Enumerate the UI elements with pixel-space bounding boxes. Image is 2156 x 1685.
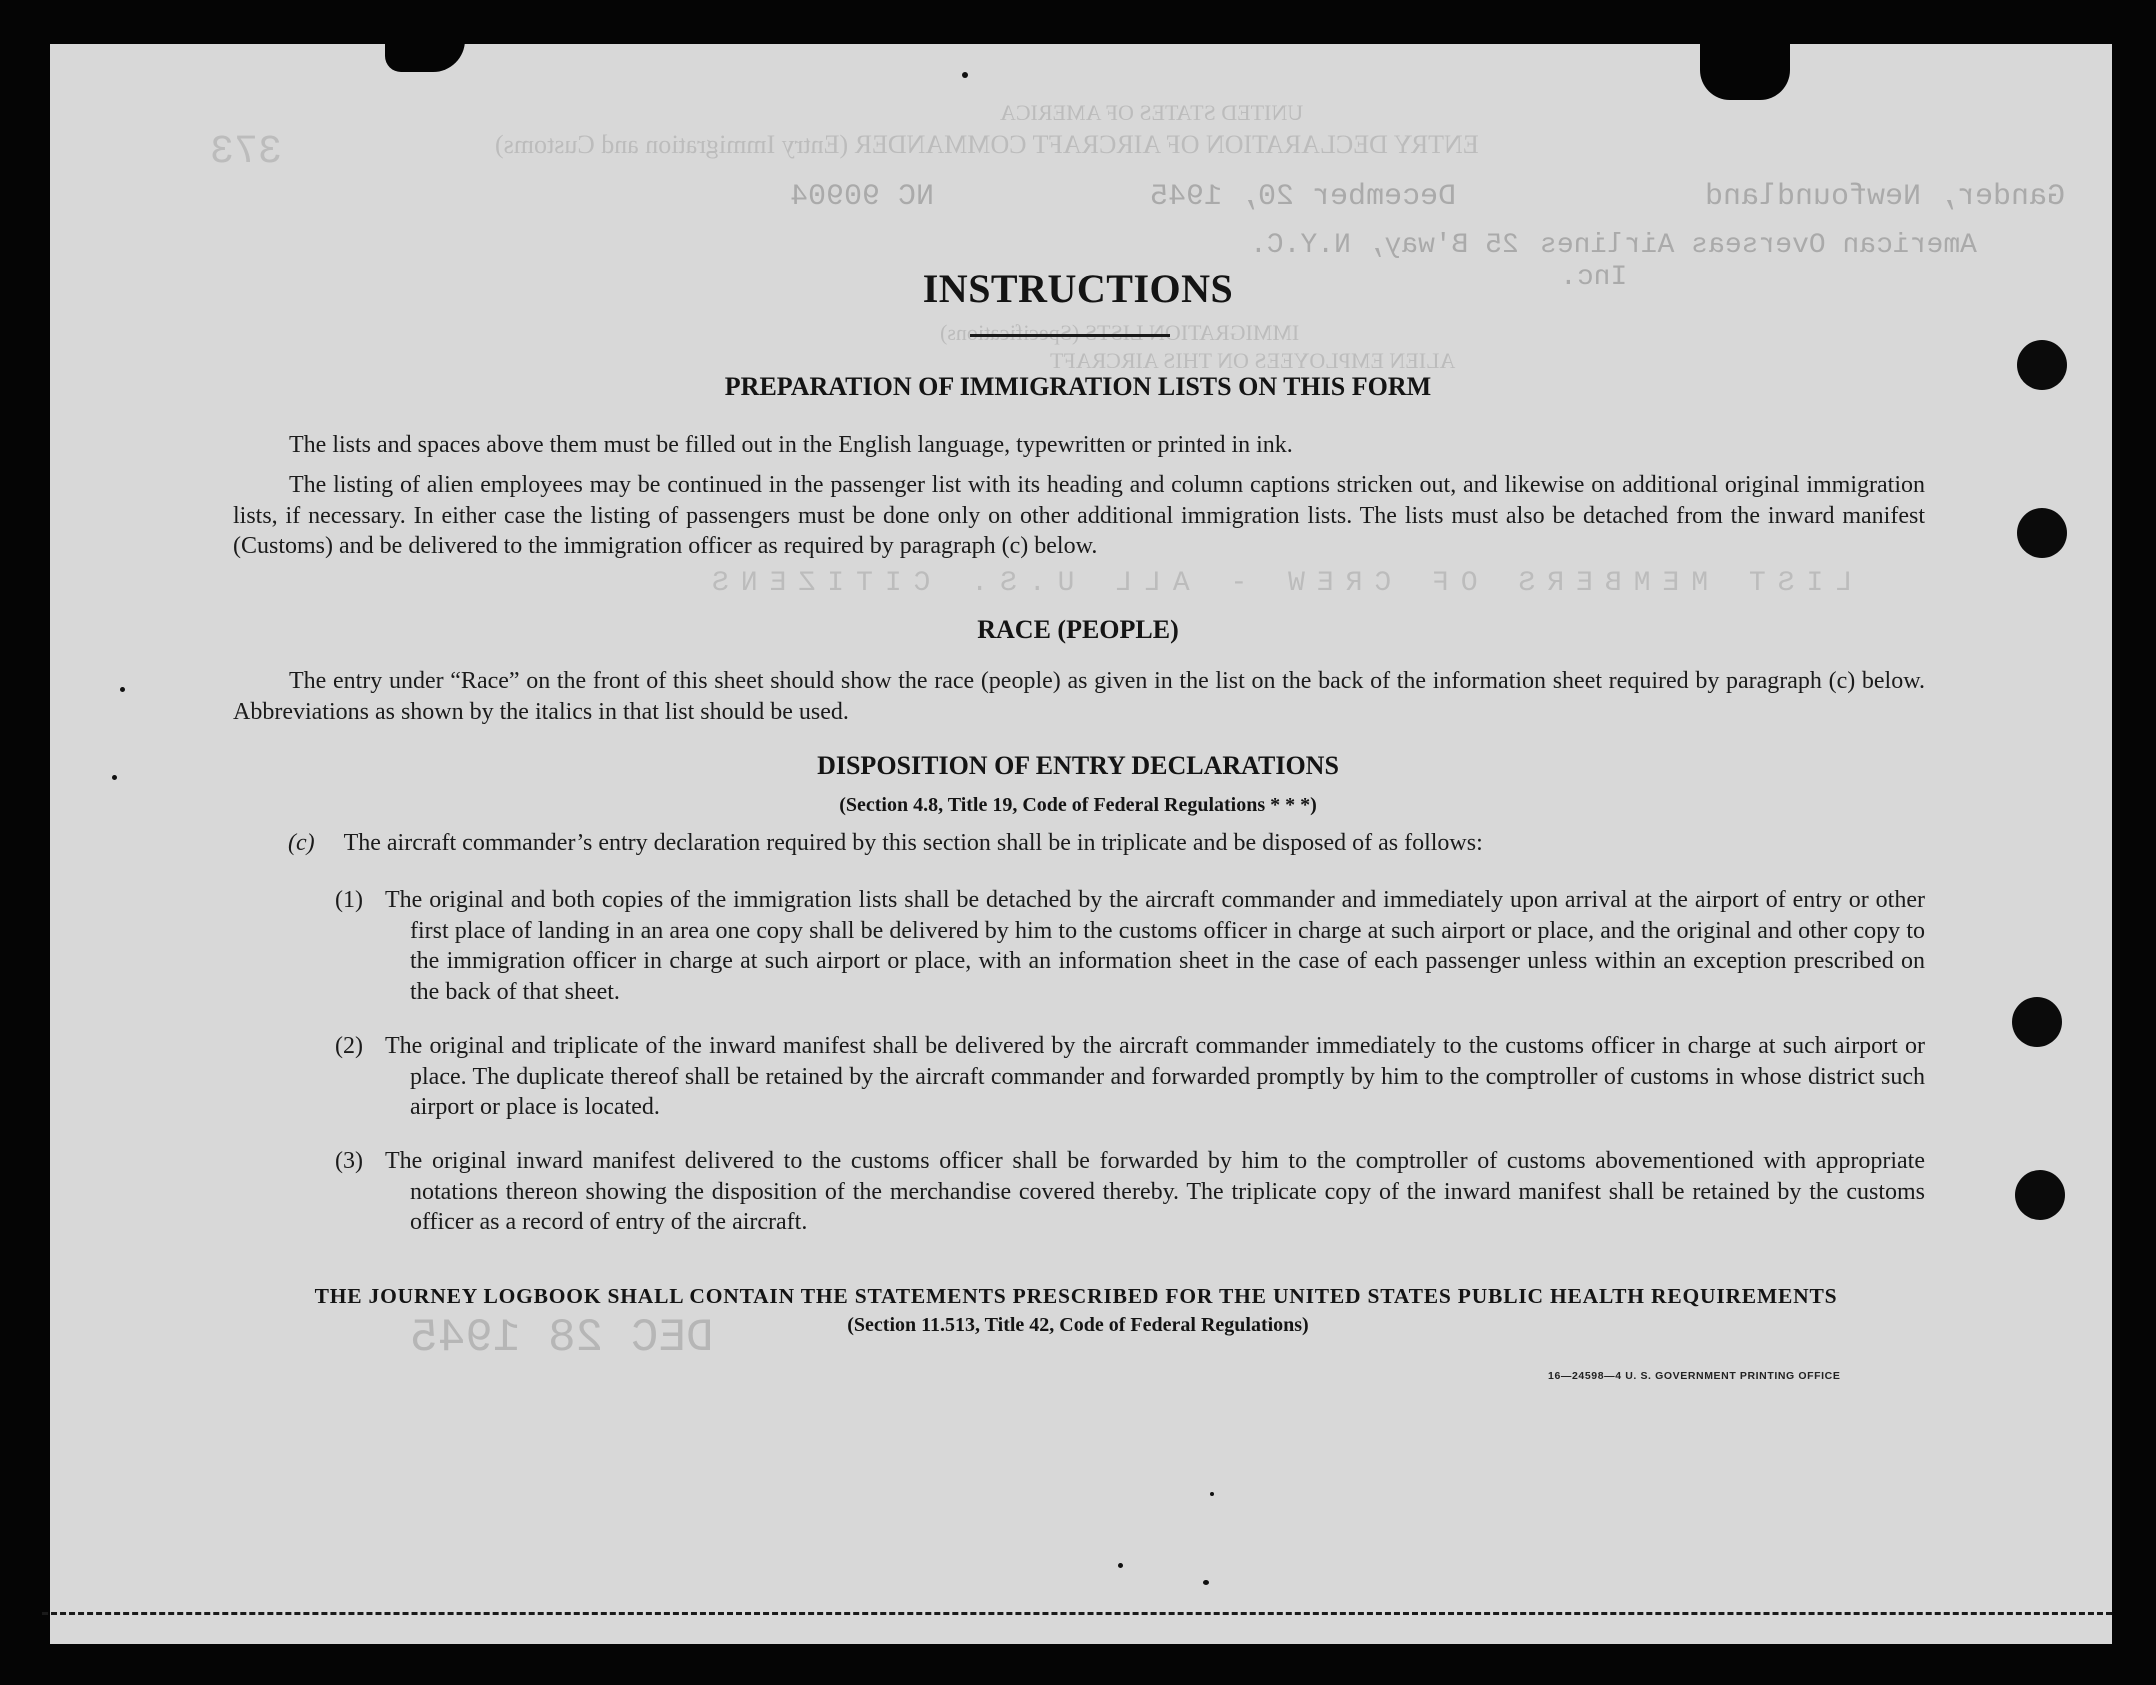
public-health-notice: THE JOURNEY LOGBOOK SHALL CONTAIN THE STATEMENTS PRESCRIBED FOR THE UNITED STATES PUBLIC HEALTH REQUIREMENTS [314, 1284, 1838, 1308]
speck [962, 72, 968, 78]
speck [1210, 1492, 1214, 1496]
disposition-c [288, 830, 1938, 857]
public-health-citation: (Section 11.513, Title 42, Code of Federal Regulations) [847, 1314, 1309, 1336]
ghost-line-3: Gander, Newfoundland [1705, 180, 2066, 214]
item-text-2: The original and triplicate of the inward manifest shall be delivered by the aircraft commander immediately to the customs officer in charge at such airport or place. The duplicate thereof shall be retained by the aircraft commander and forwarded promptly by him to the comptroller of customs in whose district such airport or place is located. [385, 1033, 1925, 1120]
speck [1203, 1580, 1209, 1585]
punch-hole-4 [2015, 1170, 2065, 1220]
heading-preparation: PREPARATION OF IMMIGRATION LISTS ON THIS FORM [724, 372, 1432, 401]
ghost-line-11: LIST MEMBERS OF CREW - ALL U.S. CITIZENS [700, 568, 1853, 599]
ghost-line-9: IMMIGRATION LISTS (Specifications) [940, 320, 1300, 345]
ghost-line-10: ALIEN EMPLOYEES ON THIS AIRCRAFT [1050, 348, 1456, 373]
item-label-2: (2) [335, 1033, 363, 1059]
speck [112, 775, 117, 780]
ghost-stamp-date: DEC 28 1945 [410, 1312, 714, 1364]
preparation-paragraph-1: The lists and spaces above them must be filled out in the English language, typewritten or printed in ink. [289, 432, 1293, 458]
ghost-number: 373 [210, 130, 283, 175]
speck [1118, 1563, 1123, 1568]
preparation-paragraph-2: The listing of alien employees may be continued in the passenger list with its heading and column captions stricken out, and likewise on additional original immigration lists, if necessary. In either case the listing of passengers must be done only on other additional immigration lists. The lists must also be detached from the inward manifest (Customs) and be delivered to the immigration officer as required by paragraph (c) below. [233, 472, 1925, 559]
disposition-item-2 [335, 1031, 1925, 1123]
ghost-line-5: NC 90904 [790, 180, 935, 214]
ghost-line-1: UNITED STATES OF AMERICA [1000, 100, 1304, 125]
page-title: INSTRUCTIONS [922, 266, 1234, 311]
printer-imprint: 16—24598—4 U. S. GOVERNMENT PRINTING OFFICE [1548, 1370, 1841, 1382]
disposition-item-3 [335, 1146, 1925, 1238]
heading-disposition: DISPOSITION OF ENTRY DECLARATIONS [817, 751, 1339, 780]
ghost-line-8: Inc. [1560, 262, 1628, 293]
perforation-line [42, 1612, 2112, 1615]
item-text-3: The original inward manifest delivered to the customs officer shall be forwarded by him to the comptroller of customs abovementioned with appropriate notations thereon showing the disposition of the merchandise covered thereby. The triplicate copy of the inward manifest shall be retained by the customs officer as a record of entry of the aircraft. [385, 1148, 1925, 1235]
title-underline [970, 334, 1170, 337]
item-label-3: (3) [335, 1148, 363, 1174]
item-label-1: (1) [335, 887, 363, 913]
item-text-c: The aircraft commander’s entry declaration required by this section shall be in triplicate and be disposed of as follows: [343, 830, 1483, 856]
item-label-c: (c) [288, 830, 315, 856]
ghost-line-6: American Overseas Airlines [1540, 230, 1977, 261]
punch-hole-2 [2017, 508, 2067, 558]
race-paragraph: The entry under “Race” on the front of this sheet should show the race (people) as given in the list on the back of the information sheet required by paragraph (c) below. Abbreviations as shown by the italics in that list should be used. [233, 668, 1925, 725]
item-text-1: The original and both copies of the immigration lists shall be detached by the aircraft commander and immediately upon arrival at the airport of entry or other first place of landing in an area one copy shall be delivered by him to the customs officer in charge at such airport or place, and the original and other copy to the immigration officer in charge at such airport or place, with an information sheet in the case of each passenger unless within an exception prescribed on the back of that sheet. [385, 887, 1925, 1005]
speck [120, 687, 125, 692]
ghost-line-2: ENTRY DECLARATION OF AIRCRAFT COMMANDER (Entry Immigration and Customs) [495, 130, 1479, 159]
punch-hole-3 [2012, 997, 2062, 1047]
ghost-line-7: 25 B'way, N.Y.C. [1250, 230, 1519, 261]
disposition-subheading: (Section 4.8, Title 19, Code of Federal Regulations * * *) [839, 794, 1317, 816]
ghost-line-4: December 20, 1945 [1150, 180, 1457, 214]
torn-edge-mid [1700, 40, 1790, 100]
heading-race: RACE (PEOPLE) [977, 615, 1179, 644]
disposition-item-1 [335, 885, 1925, 1007]
